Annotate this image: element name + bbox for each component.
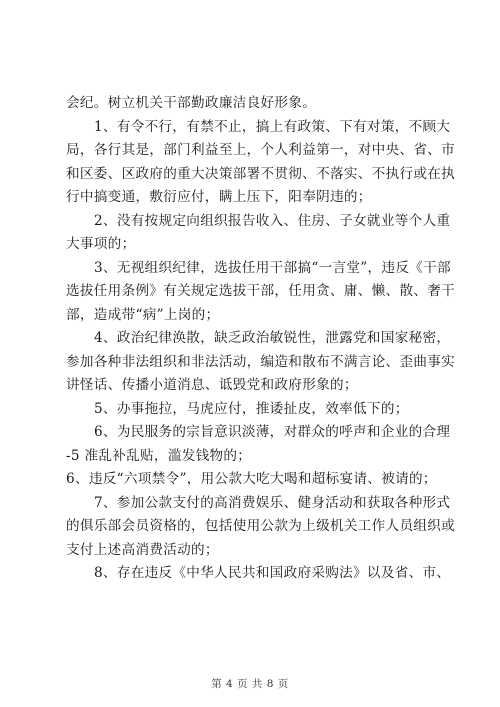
text-line: 2、没有按规定向组织报告收入、住房、子女就业等个人重 bbox=[94, 212, 451, 229]
text-line: 讲怪话、传播小道消息、诋毁党和政府形象的； bbox=[66, 377, 358, 393]
text-line: 7、参加公款支付的高消费娱乐、健身活动和获取各种形式 bbox=[94, 494, 451, 511]
text-line: 行中搞变通，敷衍应付，瞒上压下，阳奉阴违的； bbox=[66, 189, 372, 205]
text-line: 参加各种非法组织和非法活动，编造和散布不满言论、歪曲事实 bbox=[66, 353, 456, 370]
text-line: -5 准乱补乱贴，滥发钱物的； bbox=[66, 447, 252, 464]
text-line: 部，造成带“病”上岗的； bbox=[66, 306, 220, 323]
text-line: 5、办事拖拉，马虎应付，推诿扯皮，效率低下的； bbox=[94, 400, 409, 417]
text-line: 会纪。树立机关干部勤政廉洁良好形象。 bbox=[66, 95, 317, 111]
page-footer: 第 4 页 共 8 页 bbox=[211, 678, 289, 690]
text-line: 和区委、区政府的重大决策部署不贯彻、不落实、不执行或在执 bbox=[66, 165, 456, 182]
text-line: 6、违反“六项禁令”，用公款大吃大喝和超标宴请、被请的； bbox=[66, 471, 437, 487]
text-line: 6、为民服务的宗旨意识淡薄，对群众的呼声和企业的合理 bbox=[94, 424, 451, 440]
text-line: 3、无视组织纪律，选拔任用干部搞“一言堂”，违反《干部 bbox=[94, 259, 451, 276]
text-line: 8、存在违反《中华人民共和国政府采购法》以及省、市、 bbox=[94, 565, 451, 581]
text-line: 支付上述高消费活动的； bbox=[66, 541, 219, 558]
text-line: 4、政治纪律涣散，缺乏政治敏锐性，泄露党和国家秘密， bbox=[94, 330, 451, 346]
text-line: 局，各行其是，部门利益至上，个人利益第一，对中央、省、市 bbox=[66, 142, 456, 158]
text-line: 的俱乐部会员资格的，包括使用公款为上级机关工作人员组织或 bbox=[66, 518, 456, 534]
text-line: 1、有令不行，有禁不止，搞上有政策、下有对策，不顾大 bbox=[94, 118, 451, 135]
text-line: 大事项的； bbox=[66, 236, 136, 252]
text-line: 选拔任用条例》有关规定选拔干部，任用贪、庸、懒、散、奢干 bbox=[66, 283, 456, 299]
document-body bbox=[66, 92, 456, 586]
